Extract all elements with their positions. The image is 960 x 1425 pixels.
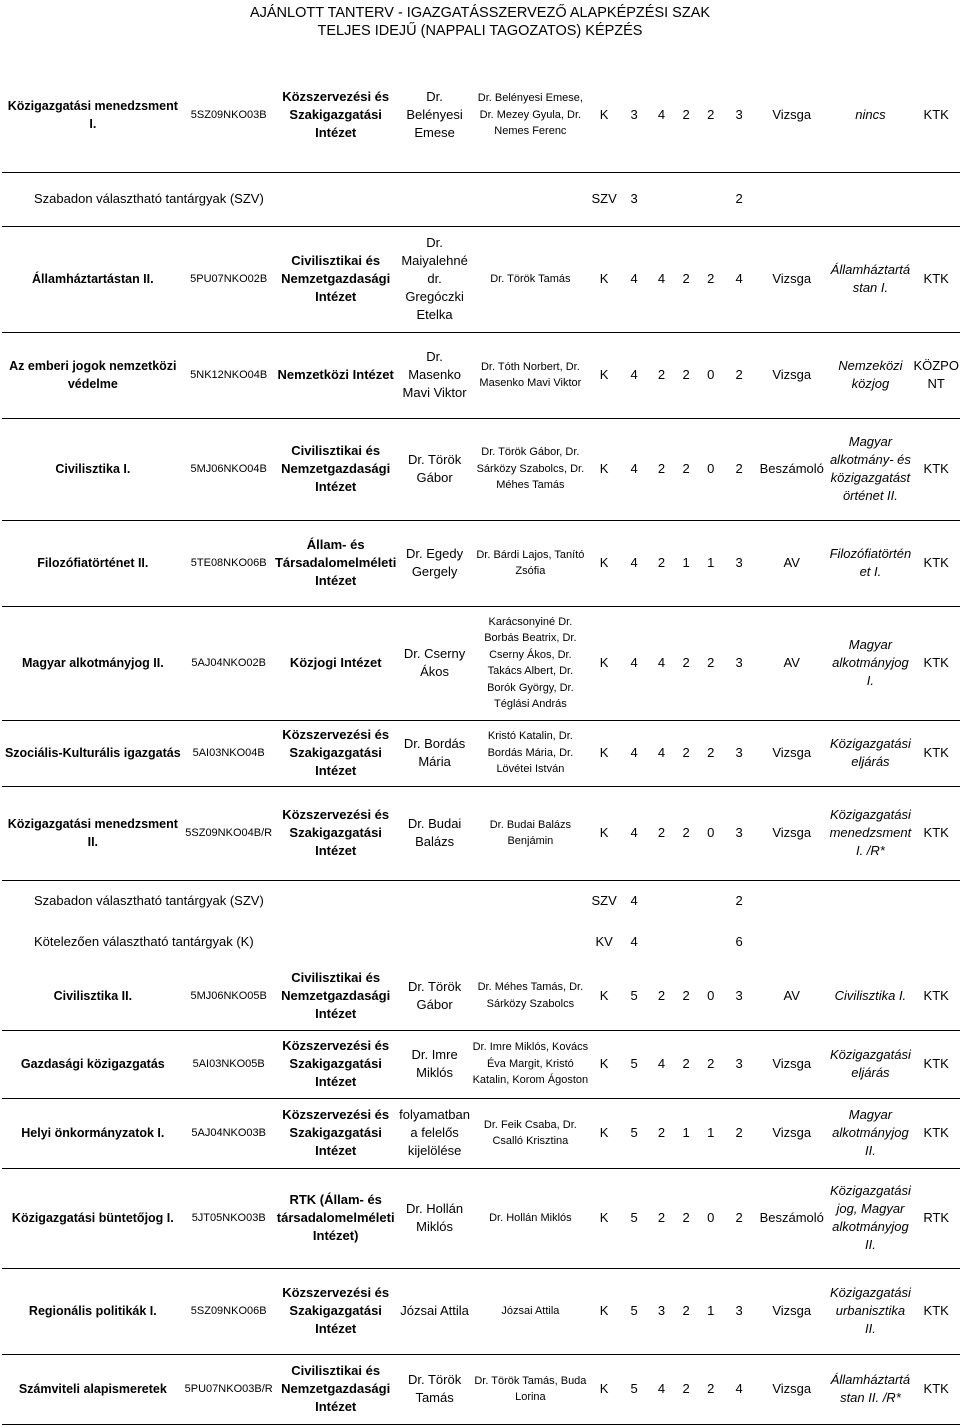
course-credit: 5	[619, 1098, 649, 1168]
course-name: Civilisztika II.	[2, 962, 184, 1030]
course-responsible: Dr. Belényesi Emese	[398, 58, 472, 172]
course-semester: 3	[723, 720, 755, 786]
course-responsible: Józsai Attila	[398, 1268, 472, 1354]
course-type: K	[589, 720, 619, 786]
course-department: KTK	[912, 226, 960, 332]
course-responsible: Dr. Cserny Ákos	[398, 606, 472, 720]
course-institute: Nemzetközi Intézet	[274, 332, 398, 418]
course-instructors: Dr. Török Tamás	[472, 226, 590, 332]
course-prerequisite: Magyar alkotmány- és közigazgatást örténet II.	[828, 418, 912, 520]
course-lecture: 2	[649, 520, 674, 606]
course-prerequisite: Civilisztika I.	[828, 962, 912, 1030]
course-prerequisite: nincs	[828, 58, 912, 172]
course-credit: 5	[619, 1354, 649, 1424]
empty-cell	[755, 172, 960, 226]
course-responsible: Dr. Maiyalehné dr. Gregóczki Etelka	[398, 226, 472, 332]
course-exam: Beszámoló	[755, 1168, 828, 1268]
empty-cell	[755, 922, 960, 962]
curriculum-table	[2, 58, 960, 1425]
course-row	[2, 58, 960, 172]
course-prerequisite: Magyar alkotmányjog I.	[828, 606, 912, 720]
course-exam: AV	[755, 606, 828, 720]
course-code: 5MJ06NKO05B	[184, 962, 274, 1030]
course-lecture: 2	[649, 332, 674, 418]
course-name: Szociális-Kulturális igazgatás	[2, 720, 184, 786]
course-practice: 2	[698, 1030, 723, 1098]
course-institute: RTK (Állam- és társadalomelméleti Intézet)	[274, 1168, 398, 1268]
course-row	[2, 606, 960, 720]
course-responsible: Dr. Török Gábor	[398, 962, 472, 1030]
course-credit: 4	[619, 720, 649, 786]
empty-cell	[649, 922, 723, 962]
course-name: Számviteli alapismeretek	[2, 1354, 184, 1424]
course-type: K	[589, 962, 619, 1030]
course-institute: Közszervezési és Szakigazgatási Intézet	[274, 1268, 398, 1354]
group-label: Szabadon választható tantárgyak (SZV)	[34, 893, 264, 909]
course-credit: 4	[619, 606, 649, 720]
course-code: 5TE08NKO06B	[184, 520, 274, 606]
course-exam: Beszámoló	[755, 418, 828, 520]
course-type: K	[589, 418, 619, 520]
course-responsible: Dr. Imre Miklós	[398, 1030, 472, 1098]
course-instructors: Dr. Imre Miklós, Kovács Éva Margit, Kristó Katalin, Korom Ágoston	[472, 1030, 590, 1098]
course-row	[2, 520, 960, 606]
course-name: Helyi önkormányzatok I.	[2, 1098, 184, 1168]
course-seminar: 2	[674, 58, 699, 172]
course-exam: AV	[755, 520, 828, 606]
course-responsible: Dr. Hollán Miklós	[398, 1168, 472, 1268]
group-semester: 6	[735, 934, 743, 949]
group-type: SZV	[589, 172, 619, 226]
course-type: K	[589, 1168, 619, 1268]
course-practice: 2	[698, 606, 723, 720]
course-name: Gazdasági közigazgatás	[2, 1030, 184, 1098]
course-type: K	[589, 332, 619, 418]
group-row	[2, 922, 960, 962]
course-semester: 2	[723, 332, 755, 418]
course-seminar: 2	[674, 1354, 699, 1424]
course-row	[2, 962, 960, 1030]
course-department: KTK	[912, 1354, 960, 1424]
course-semester: 3	[723, 786, 755, 880]
course-name: Államháztartástan II.	[2, 226, 184, 332]
course-exam: Vizsga	[755, 1268, 828, 1354]
course-name: Közigazgatási büntetőjog I.	[2, 1168, 184, 1268]
course-credit: 5	[619, 962, 649, 1030]
empty-cell	[649, 880, 723, 922]
course-semester: 2	[723, 1098, 755, 1168]
course-name: Filozófiatörténet II.	[2, 520, 184, 606]
course-row	[2, 1098, 960, 1168]
course-instructors: Karácsonyiné Dr. Borbás Beatrix, Dr. Cserny Ákos, Dr. Takács Albert, Dr. Borók György, Dr. Téglási András	[472, 606, 590, 720]
course-instructors: Dr. Belényesi Emese, Dr. Mezey Gyula, Dr. Nemes Ferenc	[472, 58, 590, 172]
course-row	[2, 1168, 960, 1268]
course-prerequisite: Közigazgatási menedzsment I. /R*	[828, 786, 912, 880]
course-exam: Vizsga	[755, 226, 828, 332]
course-institute: Közjogi Intézet	[274, 606, 398, 720]
group-type: SZV	[591, 893, 617, 909]
course-seminar: 2	[674, 1268, 699, 1354]
course-institute: Közszervezési és Szakigazgatási Intézet	[274, 1030, 398, 1098]
course-practice: 0	[698, 1168, 723, 1268]
course-code: 5SZ09NKO03B	[184, 58, 274, 172]
course-prerequisite: Közigazgatási eljárás	[828, 720, 912, 786]
document-title: AJÁNLOTT TANTERV - IGAZGATÁSSZERVEZŐ ALAPKÉPZÉSI SZAK	[249, 5, 711, 21]
course-department: KTK	[912, 962, 960, 1030]
course-credit: 5	[619, 1168, 649, 1268]
course-code: 5AI03NKO04B	[184, 720, 274, 786]
document-header	[0, 4, 960, 40]
group-type: KV	[595, 934, 613, 949]
course-practice: 1	[698, 1098, 723, 1168]
course-lecture: 4	[649, 1030, 674, 1098]
course-type: K	[589, 1030, 619, 1098]
course-lecture: 2	[649, 1168, 674, 1268]
empty-cell	[398, 172, 590, 226]
course-code: 5PU07NKO03B/R	[184, 1354, 274, 1424]
course-lecture: 3	[649, 1268, 674, 1354]
course-credit: 4	[619, 786, 649, 880]
course-semester: 3	[723, 606, 755, 720]
course-responsible: Dr. Egedy Gergely	[398, 520, 472, 606]
course-department: KTK	[912, 520, 960, 606]
course-practice: 1	[698, 520, 723, 606]
course-institute: Civilisztikai és Nemzetgazdasági Intézet	[274, 962, 398, 1030]
course-semester: 3	[723, 962, 755, 1030]
course-credit: 4	[619, 332, 649, 418]
course-code: 5MJ06NKO04B	[184, 418, 274, 520]
course-type: K	[589, 1098, 619, 1168]
course-responsible: Dr. Masenko Mavi Viktor	[398, 332, 472, 418]
group-row	[2, 172, 960, 226]
course-semester: 4	[723, 226, 755, 332]
course-seminar: 2	[674, 332, 699, 418]
course-row	[2, 786, 960, 880]
course-lecture: 4	[649, 720, 674, 786]
course-institute: Civilisztikai és Nemzetgazdasági Intézet	[274, 226, 398, 332]
course-code: 5NK12NKO04B	[184, 332, 274, 418]
course-prerequisite: Filozófiatörtén et I.	[828, 520, 912, 606]
group-row	[2, 880, 960, 922]
empty-cell	[398, 880, 590, 922]
course-practice: 0	[698, 418, 723, 520]
course-exam: Vizsga	[755, 1030, 828, 1098]
course-name: Közigazgatási menedzsment I.	[2, 58, 184, 172]
course-row	[2, 226, 960, 332]
course-practice: 0	[698, 962, 723, 1030]
group-credit: 4	[630, 893, 638, 909]
course-instructors: Kristó Katalin, Dr. Bordás Mária, Dr. Lövétei István	[472, 720, 590, 786]
course-institute: Közszervezési és Szakigazgatási Intézet	[274, 58, 398, 172]
group-semester: 2	[735, 893, 743, 909]
course-department: KTK	[912, 1268, 960, 1354]
course-code: 5JT05NKO03B	[184, 1168, 274, 1268]
group-semester: 2	[723, 172, 755, 226]
course-instructors: Dr. Török Gábor, Dr. Sárközy Szabolcs, Dr. Méhes Tamás	[472, 418, 590, 520]
course-credit: 4	[619, 520, 649, 606]
course-responsible: Dr. Török Tamás	[398, 1354, 472, 1424]
course-responsible: Dr. Bordás Mária	[398, 720, 472, 786]
course-seminar: 2	[674, 226, 699, 332]
course-type: K	[589, 520, 619, 606]
course-instructors: Dr. Tóth Norbert, Dr. Masenko Mavi Viktor	[472, 332, 590, 418]
course-lecture: 4	[649, 606, 674, 720]
course-exam: Vizsga	[755, 58, 828, 172]
course-seminar: 2	[674, 720, 699, 786]
course-semester: 3	[723, 58, 755, 172]
empty-cell	[755, 880, 960, 922]
course-exam: Vizsga	[755, 1098, 828, 1168]
course-lecture: 4	[649, 1354, 674, 1424]
course-department: KTK	[912, 606, 960, 720]
document-subtitle: TELJES IDEJŰ (NAPPALI TAGOZATOS) KÉPZÉS	[317, 23, 643, 39]
course-instructors: Dr. Feik Csaba, Dr. Csalló Krisztina	[472, 1098, 590, 1168]
course-prerequisite: Közigazgatási urbanisztika II.	[828, 1268, 912, 1354]
course-seminar: 1	[674, 1098, 699, 1168]
course-lecture: 2	[649, 418, 674, 520]
course-lecture: 2	[649, 786, 674, 880]
course-seminar: 2	[674, 962, 699, 1030]
course-code: 5AJ04NKO02B	[184, 606, 274, 720]
course-seminar: 2	[674, 606, 699, 720]
course-department: KTK	[912, 418, 960, 520]
course-department: KÖZPO NT	[912, 332, 960, 418]
course-lecture: 2	[649, 962, 674, 1030]
group-label: Szabadon választható tantárgyak (SZV)	[2, 172, 398, 226]
course-department: RTK	[912, 1168, 960, 1268]
course-prerequisite: Államháztartá stan II. /R*	[828, 1354, 912, 1424]
course-code: 5SZ09NKO04B/R	[184, 786, 274, 880]
course-institute: Közszervezési és Szakigazgatási Intézet	[274, 720, 398, 786]
course-prerequisite: Nemzeközi közjog	[828, 332, 912, 418]
course-exam: Vizsga	[755, 720, 828, 786]
course-practice: 0	[698, 332, 723, 418]
course-type: K	[589, 1268, 619, 1354]
course-row	[2, 1268, 960, 1354]
course-department: KTK	[912, 786, 960, 880]
course-semester: 4	[723, 1354, 755, 1424]
course-instructors: Józsai Attila	[472, 1268, 590, 1354]
empty-cell	[649, 172, 723, 226]
course-row	[2, 1354, 960, 1424]
course-department: KTK	[912, 720, 960, 786]
group-credit: 3	[619, 172, 649, 226]
course-responsible: folyamatban a felelős kijelölése	[398, 1098, 472, 1168]
course-semester: 3	[723, 1268, 755, 1354]
course-semester: 3	[723, 520, 755, 606]
course-instructors: Dr. Méhes Tamás, Dr. Sárközy Szabolcs	[472, 962, 590, 1030]
course-instructors: Dr. Bárdi Lajos, Tanító Zsófia	[472, 520, 590, 606]
course-row	[2, 332, 960, 418]
course-code: 5AI03NKO05B	[184, 1030, 274, 1098]
course-practice: 2	[698, 58, 723, 172]
course-responsible: Dr. Török Gábor	[398, 418, 472, 520]
group-credit: 4	[630, 934, 638, 949]
course-institute: Állam- és Társadalomelméleti Intézet	[274, 520, 398, 606]
course-lecture: 4	[649, 58, 674, 172]
course-credit: 4	[619, 226, 649, 332]
course-practice: 2	[698, 720, 723, 786]
course-code: 5AJ04NKO03B	[184, 1098, 274, 1168]
course-type: K	[589, 606, 619, 720]
group-label: Kötelezően választható tantárgyak (K)	[34, 934, 254, 949]
course-prerequisite: Közigazgatási eljárás	[828, 1030, 912, 1098]
course-type: K	[589, 58, 619, 172]
course-practice: 2	[698, 1354, 723, 1424]
course-lecture: 2	[649, 1098, 674, 1168]
course-row	[2, 1030, 960, 1098]
course-practice: 1	[698, 1268, 723, 1354]
empty-cell	[398, 922, 590, 962]
course-credit: 5	[619, 1030, 649, 1098]
course-prerequisite: Magyar alkotmányjog II.	[828, 1098, 912, 1168]
course-credit: 4	[619, 418, 649, 520]
course-seminar: 2	[674, 786, 699, 880]
course-prerequisite: Közigazgatási jog, Magyar alkotmányjog II.	[828, 1168, 912, 1268]
course-row	[2, 720, 960, 786]
course-instructors: Dr. Török Tamás, Buda Lorina	[472, 1354, 590, 1424]
course-credit: 5	[619, 1268, 649, 1354]
course-department: KTK	[912, 58, 960, 172]
course-seminar: 2	[674, 1168, 699, 1268]
course-instructors: Dr. Budai Balázs Benjámin	[472, 786, 590, 880]
course-prerequisite: Államháztartá stan I.	[828, 226, 912, 332]
course-name: Regionális politikák I.	[2, 1268, 184, 1354]
course-seminar: 2	[674, 418, 699, 520]
course-semester: 2	[723, 1168, 755, 1268]
course-code: 5SZ09NKO06B	[184, 1268, 274, 1354]
course-responsible: Dr. Budai Balázs	[398, 786, 472, 880]
course-name: Az emberi jogok nemzetközi védelme	[2, 332, 184, 418]
course-exam: AV	[755, 962, 828, 1030]
course-department: KTK	[912, 1098, 960, 1168]
course-exam: Vizsga	[755, 332, 828, 418]
course-credit: 3	[619, 58, 649, 172]
course-row	[2, 418, 960, 520]
course-name: Civilisztika I.	[2, 418, 184, 520]
course-semester: 2	[723, 418, 755, 520]
course-institute: Civilisztikai és Nemzetgazdasági Intézet	[274, 1354, 398, 1424]
course-exam: Vizsga	[755, 1354, 828, 1424]
course-practice: 2	[698, 226, 723, 332]
course-semester: 3	[723, 1030, 755, 1098]
course-instructors: Dr. Hollán Miklós	[472, 1168, 590, 1268]
course-type: K	[589, 1354, 619, 1424]
course-institute: Közszervezési és Szakigazgatási Intézet	[274, 1098, 398, 1168]
course-practice: 0	[698, 786, 723, 880]
course-seminar: 1	[674, 520, 699, 606]
course-institute: Civilisztikai és Nemzetgazdasági Intézet	[274, 418, 398, 520]
course-name: Magyar alkotmányjog II.	[2, 606, 184, 720]
course-seminar: 2	[674, 1030, 699, 1098]
course-type: K	[589, 226, 619, 332]
course-institute: Közszervezési és Szakigazgatási Intézet	[274, 786, 398, 880]
course-name: Közigazgatási menedzsment II.	[2, 786, 184, 880]
course-department: KTK	[912, 1030, 960, 1098]
course-code: 5PU07NKO02B	[184, 226, 274, 332]
course-lecture: 4	[649, 226, 674, 332]
course-type: K	[589, 786, 619, 880]
course-exam: Vizsga	[755, 786, 828, 880]
